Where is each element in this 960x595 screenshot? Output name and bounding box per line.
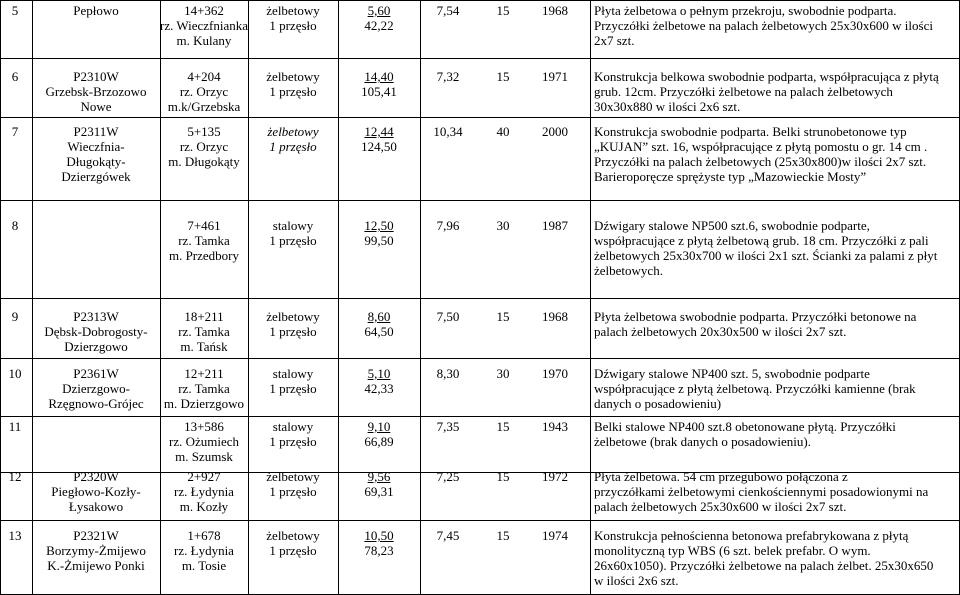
- road-name: [32, 366, 160, 411]
- structure-type-line: żelbetowy: [266, 528, 320, 543]
- deck-width-line: 7,25: [436, 469, 460, 484]
- bridge-dimensions: [338, 218, 420, 248]
- load-class: [488, 124, 518, 139]
- row-number: [0, 218, 30, 233]
- load-class: [488, 218, 518, 233]
- bridge-dimensions-line: 12,44: [364, 124, 394, 139]
- bridge-dimensions: [338, 528, 420, 558]
- structure-type-line: żelbetowy: [266, 469, 320, 484]
- row-number: [0, 69, 30, 84]
- construction-description-line: Płyta żelbetowa. 54 cm przegubowo połączona z: [594, 469, 848, 484]
- row-divider: [0, 358, 960, 359]
- construction-description-line: żelbetowych.: [594, 263, 663, 278]
- road-name-line: Rzęgnowo-Grójec: [48, 396, 144, 411]
- construction-description: [594, 3, 956, 48]
- load-class-line: 15: [496, 419, 510, 434]
- structure-type-line: żelbetowy: [267, 124, 319, 139]
- build-year-line: 1968: [542, 3, 568, 18]
- load-class: [488, 528, 518, 543]
- build-year-line: 1968: [542, 309, 568, 324]
- deck-width-line: 7,54: [436, 3, 460, 18]
- row-divider: [0, 58, 960, 59]
- deck-width: [428, 366, 468, 381]
- road-name-line: Łysakowo: [68, 499, 124, 514]
- structure-type-line: 1 przęsło: [269, 434, 317, 449]
- bridge-dimensions-line: 14,40: [364, 69, 394, 84]
- bridge-dimensions: [338, 469, 420, 499]
- road-name: [32, 309, 160, 354]
- load-class-line: 30: [496, 366, 510, 381]
- structure-type-line: 1 przęsło: [269, 484, 317, 499]
- build-year: [530, 69, 580, 84]
- build-year-line: 1971: [542, 69, 568, 84]
- row-number-line: 8: [11, 218, 19, 233]
- load-class-line: 30: [496, 218, 510, 233]
- bridge-location-line: rz. Orzyc: [179, 139, 229, 154]
- bridge-location: [160, 218, 248, 263]
- row-divider: [0, 520, 960, 521]
- bridge-location: [160, 3, 248, 48]
- load-class: [488, 309, 518, 324]
- row-divider: [0, 117, 960, 118]
- road-name: [32, 3, 160, 18]
- bridge-dimensions-line: 42,33: [364, 381, 394, 396]
- bridge-location-line: m. Dzierzgowo: [163, 396, 245, 411]
- bridge-dimensions-line: 8,60: [367, 309, 391, 324]
- build-year: [530, 3, 580, 18]
- build-year: [530, 528, 580, 543]
- bridge-location-line: rz. Łydynia: [174, 543, 234, 558]
- build-year: [530, 218, 580, 233]
- column-divider: [420, 0, 421, 595]
- deck-width-line: 7,45: [436, 528, 460, 543]
- bridge-location: [160, 469, 248, 514]
- construction-description-line: grub. 12cm. Przyczółki żelbetowe na palach żelbetowych: [594, 84, 893, 99]
- construction-description: [594, 419, 956, 449]
- bridge-dimensions-line: 9,56: [367, 469, 391, 484]
- structure-type: [248, 124, 338, 154]
- deck-width-line: 7,50: [436, 309, 460, 324]
- structure-type: [248, 469, 338, 499]
- construction-description-line: Przyczółki na palach żelbetowych (25x30x800)w ilości 2x7 szt.: [594, 154, 927, 169]
- bridge-dimensions-line: 5,60: [367, 3, 391, 18]
- row-number-line: 6: [11, 69, 19, 84]
- structure-type-line: 1 przęsło: [269, 233, 317, 248]
- road-name-line: P2313W: [73, 309, 119, 324]
- bridge-dimensions-line: 10,50: [364, 528, 394, 543]
- row-number-line: 7: [11, 124, 19, 139]
- bridge-dimensions: [338, 124, 420, 154]
- column-divider: [0, 0, 1, 595]
- load-class-line: 15: [496, 469, 510, 484]
- build-year-line: 1970: [542, 366, 568, 381]
- road-name-line: Długokąty-: [66, 154, 126, 169]
- load-class: [488, 366, 518, 381]
- construction-description-line: Konstrukcja pełnościenna betonowa prefabrykowana z płytą: [594, 528, 909, 543]
- bridge-location-line: rz. Tamka: [178, 324, 230, 339]
- structure-type-line: 1 przęsło: [269, 324, 317, 339]
- bridge-location: [160, 528, 248, 573]
- road-name: [32, 124, 160, 184]
- row-number: [0, 3, 30, 18]
- deck-width-line: 7,32: [436, 69, 460, 84]
- bridge-location-line: rz. Tamka: [178, 233, 230, 248]
- build-year: [530, 309, 580, 324]
- construction-description-line: w ilości 2x6 szt.: [594, 573, 679, 588]
- row-divider: [0, 298, 960, 299]
- bridge-location-line: m. Tosie: [181, 558, 227, 573]
- bridge-dimensions-line: 5,10: [367, 366, 391, 381]
- bridge-location: [160, 419, 248, 464]
- deck-width-line: 7,35: [436, 419, 460, 434]
- row-number: [0, 366, 30, 381]
- road-name-line: Nowe: [80, 99, 112, 114]
- build-year: [530, 124, 580, 139]
- build-year-line: 1987: [542, 218, 568, 233]
- structure-type-line: 1 przęsło: [269, 84, 317, 99]
- row-number: [0, 528, 30, 543]
- deck-width: [428, 469, 468, 484]
- construction-description-line: monolityczną typ WBS (6 szt. belek prefabr. O wym.: [594, 543, 871, 558]
- construction-description-line: palach żelbetowych 25x30x600 w ilości 2x7 szt.: [594, 499, 847, 514]
- bridge-dimensions: [338, 3, 420, 33]
- bridge-dimensions-line: 66,89: [364, 434, 394, 449]
- bridge-location: [160, 309, 248, 354]
- bridge-dimensions: [338, 69, 420, 99]
- load-class: [488, 3, 518, 18]
- row-divider: [0, 416, 960, 417]
- row-number: [0, 419, 30, 434]
- construction-description: [594, 528, 956, 588]
- bridge-dimensions-line: 9,10: [367, 419, 391, 434]
- bridge-location-line: 18+211: [184, 309, 224, 324]
- deck-width: [428, 124, 468, 139]
- construction-description-line: 30x30x880 w ilości 2x6 szt.: [594, 99, 741, 114]
- bridge-dimensions: [338, 366, 420, 396]
- row-number-line: 13: [8, 528, 22, 543]
- bridge-dimensions-line: 105,41: [361, 84, 397, 99]
- construction-description-line: żelbetowych 25x30x700 w ilości 2x1 szt. Ścianki za palami z płyt: [594, 248, 938, 263]
- bridge-location: [160, 69, 248, 114]
- bridge-location-line: 5+135: [187, 124, 221, 139]
- build-year-line: 1972: [542, 469, 568, 484]
- construction-description-line: Barieroporęcze sprężyste typ „Mazowieckie Mosty”: [594, 169, 867, 184]
- structure-type-line: stalowy: [272, 366, 314, 381]
- build-year-line: 1974: [542, 528, 568, 543]
- road-name-line: P2320W: [73, 469, 119, 484]
- bridge-location-line: m. Przedbory: [168, 248, 240, 263]
- construction-description: [594, 309, 956, 339]
- road-name: [32, 528, 160, 573]
- bridge-location-line: rz. Orzyc: [179, 84, 229, 99]
- deck-width: [428, 218, 468, 233]
- bridge-dimensions-line: 64,50: [364, 324, 394, 339]
- row-number: [0, 309, 30, 324]
- row-divider: [0, 200, 960, 201]
- road-name-line: Wieczfnia-: [67, 139, 125, 154]
- construction-description-line: Dźwigary stalowe NP500 szt.6, swobodnie podparte,: [594, 218, 870, 233]
- road-name-line: P2310W: [73, 69, 119, 84]
- bridge-location-line: 1+678: [187, 528, 221, 543]
- structure-type-line: żelbetowy: [266, 69, 320, 84]
- bridge-location-line: 14+362: [184, 3, 224, 18]
- deck-width-line: 10,34: [433, 124, 463, 139]
- bridge-dimensions: [338, 419, 420, 449]
- bridge-location-line: 12+211: [184, 366, 224, 381]
- road-name: [32, 469, 160, 514]
- construction-description-line: Płyta żelbetowa o pełnym przekroju, swobodnie podparta.: [594, 3, 897, 18]
- structure-type-line: 1 przęsło: [269, 18, 317, 33]
- deck-width-line: 7,96: [436, 218, 460, 233]
- structure-type-line: żelbetowy: [266, 3, 320, 18]
- road-name-line: P2311W: [73, 124, 119, 139]
- load-class: [488, 69, 518, 84]
- bridge-location-line: 4+204: [187, 69, 221, 84]
- bridge-location-line: m. Szumsk: [175, 449, 233, 464]
- construction-description-line: 2x7 szt.: [594, 33, 635, 48]
- load-class-line: 40: [496, 124, 510, 139]
- row-number-line: 5: [11, 3, 19, 18]
- construction-description-line: żelbetowe (brak danych o posadowieniu).: [594, 434, 811, 449]
- bridge-location-line: rz. Wieczfnianka: [160, 18, 249, 33]
- bridge-dimensions: [338, 309, 420, 339]
- bridge-dimensions-line: 124,50: [361, 139, 397, 154]
- build-year-line: 1943: [542, 419, 568, 434]
- bridge-location-line: 7+461: [187, 218, 221, 233]
- structure-type-line: żelbetowy: [266, 309, 320, 324]
- bridge-location-line: 2+927: [187, 469, 221, 484]
- deck-width: [428, 528, 468, 543]
- bridge-location-line: m.k/Grzebska: [167, 99, 241, 114]
- build-year-line: 2000: [542, 124, 568, 139]
- construction-description: [594, 69, 956, 114]
- road-name-line: Borzymy-Żmijewo: [46, 543, 146, 558]
- load-class-line: 15: [496, 309, 510, 324]
- row-number-line: 9: [11, 309, 19, 324]
- road-name-line: Dębsk-Dobrogosty-: [44, 324, 148, 339]
- load-class-line: 15: [496, 69, 510, 84]
- load-class: [488, 419, 518, 434]
- road-name-line: Dzierzgowo: [64, 339, 128, 354]
- build-year: [530, 366, 580, 381]
- construction-description: [594, 124, 956, 184]
- row-number-line: 12: [8, 469, 22, 484]
- bridge-location-line: m. Kozły: [179, 499, 229, 514]
- construction-description-line: „KUJAN” szt. 16, współpracujące z płytą pomostu o gr. 14 cm .: [594, 139, 928, 154]
- deck-width-line: 8,30: [436, 366, 460, 381]
- construction-description-line: Przyczółki żelbetowe na palach żelbetowych 25x30x600 w ilości: [594, 18, 933, 33]
- bridge-location-line: rz. Ożumiech: [168, 434, 240, 449]
- bridge-dimensions-line: 69,31: [364, 484, 394, 499]
- construction-description: [594, 366, 956, 411]
- road-name-line: Pepłowo: [73, 3, 119, 18]
- build-year: [530, 469, 580, 484]
- construction-description-line: Dźwigary stalowe NP400 szt. 5, swobodnie podparte: [594, 366, 870, 381]
- construction-description-line: Konstrukcja belkowa swobodnie podparta, współpracująca z płytą: [594, 69, 939, 84]
- row-number-line: 10: [8, 366, 22, 381]
- road-name-line: P2321W: [73, 528, 119, 543]
- structure-type: [248, 366, 338, 396]
- build-year: [530, 419, 580, 434]
- bridge-dimensions-line: 42,22: [364, 18, 394, 33]
- construction-description-line: Konstrukcja swobodnie podparta. Belki strunobetonowe typ: [594, 124, 907, 139]
- structure-type: [248, 218, 338, 248]
- structure-type-line: stalowy: [272, 419, 314, 434]
- column-divider: [590, 0, 591, 595]
- row-number-line: 11: [8, 419, 22, 434]
- deck-width: [428, 419, 468, 434]
- road-name-line: Grzebsk-Brzozowo: [45, 84, 147, 99]
- construction-description-line: Płyta żelbetowa swobodnie podparta. Przyczółki betonowe na: [594, 309, 917, 324]
- structure-type: [248, 69, 338, 99]
- construction-description-line: przyczółkami żelbetowymi cienkościennymi posadowionymi na: [594, 484, 929, 499]
- construction-description-line: 26x60x1050). Przyczółki żelbetowe na palach żelbet. 25x30x650: [594, 558, 934, 573]
- bridge-dimensions-line: 99,50: [364, 233, 394, 248]
- bridge-location-line: m. Kulany: [176, 33, 232, 48]
- load-class-line: 15: [496, 3, 510, 18]
- bridge-dimensions-line: 78,23: [364, 543, 394, 558]
- structure-type-line: stalowy: [272, 218, 314, 233]
- construction-description-line: współpracujące z płytą żelbetową. Przyczółki kamienne (brak: [594, 381, 916, 396]
- bridge-location: [160, 124, 248, 169]
- road-name-line: Dzierzgówek: [61, 169, 131, 184]
- construction-description-line: współpracujące z płytą żelbetową grub. 18 cm. Przyczółki z pali: [594, 233, 929, 248]
- construction-description: [594, 469, 956, 514]
- road-name-line: Dzierzgowo-: [62, 381, 130, 396]
- bridge-location-line: 13+586: [184, 419, 224, 434]
- structure-type-line: 1 przęsło: [269, 543, 317, 558]
- construction-description-line: danych o posadowieniu): [594, 396, 722, 411]
- construction-description: [594, 218, 956, 278]
- row-number: [0, 124, 30, 139]
- structure-type: [248, 3, 338, 33]
- deck-width: [428, 3, 468, 18]
- row-number: [0, 469, 30, 484]
- road-name-line: P2361W: [73, 366, 119, 381]
- road-name-line: K.-Żmijewo Ponki: [47, 558, 145, 573]
- road-name: [32, 69, 160, 114]
- structure-type: [248, 528, 338, 558]
- load-class-line: 15: [496, 528, 510, 543]
- deck-width: [428, 309, 468, 324]
- bridge-location-line: m. Tańsk: [180, 339, 228, 354]
- bridge-dimensions-line: 12,50: [364, 218, 394, 233]
- bridge-location: [160, 366, 248, 411]
- construction-description-line: palach żelbetowych 20x30x500 w ilości 2x7 szt.: [594, 324, 847, 339]
- structure-type-line: 1 przęsło: [269, 381, 317, 396]
- structure-type: [248, 309, 338, 339]
- row-divider: [0, 0, 960, 1]
- bridge-location-line: rz. Tamka: [178, 381, 230, 396]
- bridge-location-line: rz. Łydynia: [174, 484, 234, 499]
- structure-type-line: 1 przęsło: [269, 139, 317, 154]
- deck-width: [428, 69, 468, 84]
- road-name-line: Piegłowo-Kozły-: [51, 484, 141, 499]
- structure-type: [248, 419, 338, 449]
- load-class: [488, 469, 518, 484]
- construction-description-line: Belki stalowe NP400 szt.8 obetonowane płytą. Przyczółki: [594, 419, 896, 434]
- bridge-location-line: m. Długokąty: [168, 154, 240, 169]
